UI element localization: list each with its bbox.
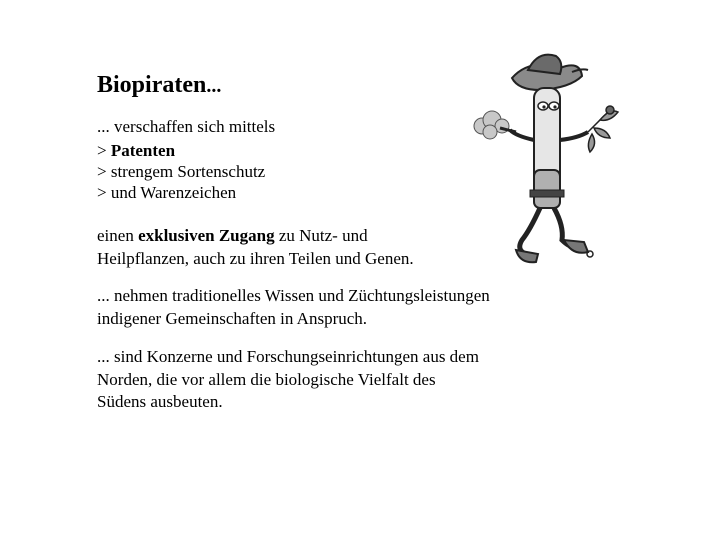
cowboy-hat-icon [512,55,588,90]
means-item: > strengem Sortenschutz [97,162,266,181]
means-list [97,140,265,203]
title-ellipsis: ... [206,75,222,97]
slide-title [97,70,221,101]
means-item: > Patenten [97,141,176,160]
knowledge-paragraph: ... nehmen traditionelles Wissen und Züchtungsleistungen indigener Gemeinschaften in Anspruch. [97,286,490,328]
access-paragraph: einen exklusiven Zugang zu Nutz- und Heilpflanzen, auch zu ihren Teilen und Genen. [97,226,414,268]
means-item: > und Warenzeichen [97,183,237,202]
smoke-cloud [474,111,509,139]
intro-text: ... verschaffen sich mittels [97,117,276,136]
plant-icon [588,106,618,152]
north-paragraph: ... sind Konzerne und Forschungseinrichtungen aus dem Norden, die vor allem die biologische Vielfalt des Südens ausbeuten. [97,347,479,411]
access-emphasis: exklusiven Zugang [138,226,275,245]
title-text: Biopiraten [97,72,207,98]
cowboy-cigarette-illustration [460,40,650,280]
